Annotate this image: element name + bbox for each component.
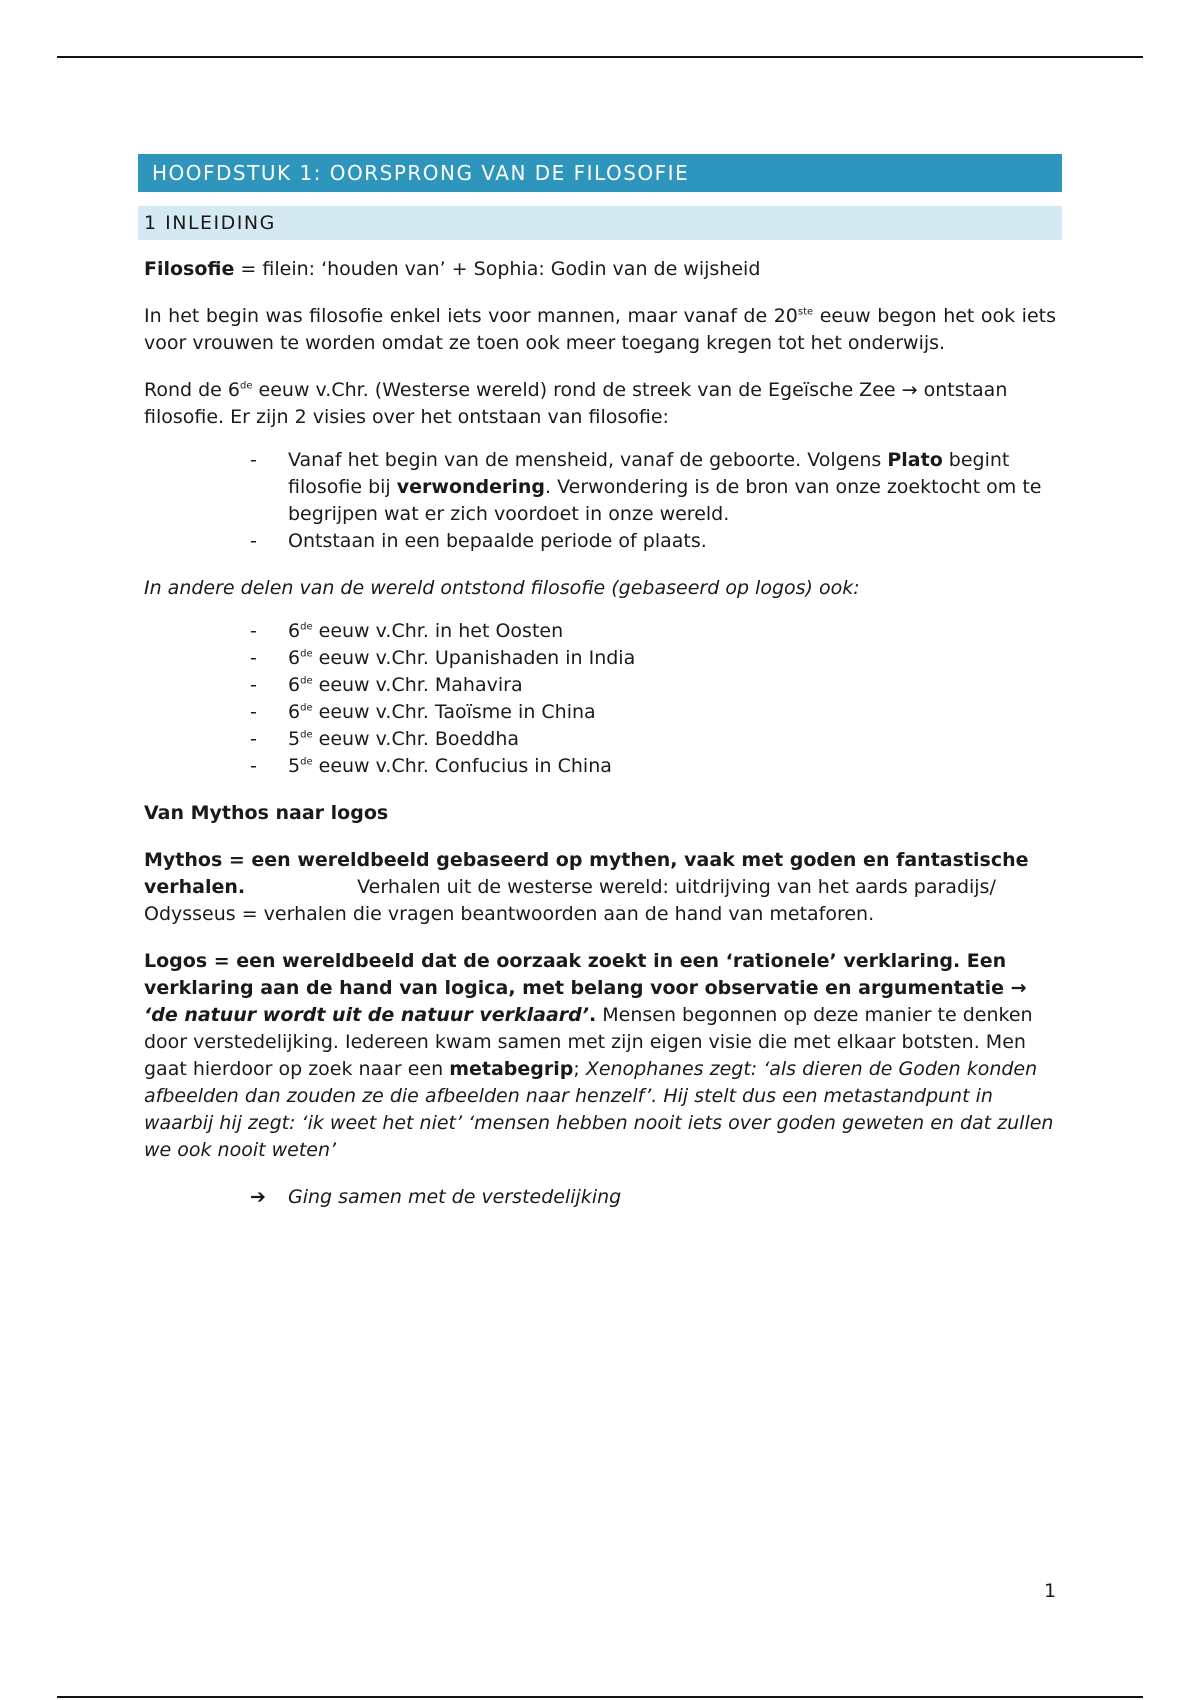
paragraph-women: In het begin was filosofie enkel iets voor mannen, maar vanaf de 20ste eeuw begon het ook iets voor vrouwen te worden omdat ze toen ook meer toegang kregen tot het onderwijs. xyxy=(144,305,1056,354)
regions-list xyxy=(138,618,1062,780)
subheading-mythos-logos: Van Mythos naar logos xyxy=(144,802,389,824)
visions-list xyxy=(138,447,1062,555)
paragraph-logos: Logos = een wereldbeeld dat de oorzaak zoekt in een ‘rationele’ verklaring. Een verklaring aan de hand van logica, met belang voor observatie en argumentatie → ‘de natuur wordt uit de natuur verklaard’. Mensen begonnen op deze manier te denken door verstedelijking. Iedereen kwam samen met zijn eigen visie die met elkaar botsten. Men gaat hierdoor op zoek naar een metabegrip; Xenophanes zegt: ‘als dieren de Goden konden afbeelden dan zouden ze die afbeelden naar henzelf’. Hij stelt dus een metastandpunt in waarbij hij zegt: ‘ik weet het niet’ ‘mensen hebben nooit iets over goden geweten en dat zullen we ook nooit weten’ xyxy=(144,950,1054,1161)
paragraph-origin: Rond de 6de eeuw v.Chr. (Westerse wereld) rond de streek van de Egeïsche Zee → ontstaan filosofie. Er zijn 2 visies over het ontstaan van filosofie: xyxy=(144,379,1008,428)
list-item: - Ontstaan in een bepaalde periode of plaats. xyxy=(250,528,1062,555)
paragraph-other-regions: In andere delen van de wereld ontstond filosofie (gebaseerd op logos) ook: xyxy=(144,577,860,599)
page-number: 1 xyxy=(1044,1580,1057,1602)
list-item: - 6de eeuw v.Chr. Taoïsme in China xyxy=(250,699,1062,726)
list-item: - 6de eeuw v.Chr. Upanishaden in India xyxy=(250,645,1062,672)
header-rule xyxy=(57,56,1143,58)
list-item: - 5de eeuw v.Chr. Boeddha xyxy=(250,726,1062,753)
arrow-note: ➔ Ging samen met de verstedelijking xyxy=(138,1184,1062,1211)
list-item: - 6de eeuw v.Chr. Mahavira xyxy=(250,672,1062,699)
arrow-icon: ➔ xyxy=(250,1186,266,1208)
term-metabegrip: metabegrip xyxy=(449,1058,574,1080)
list-item: - 6de eeuw v.Chr. in het Oosten xyxy=(250,618,1062,645)
section-heading: 1 INLEIDING xyxy=(138,206,1062,240)
mythos-definition: Mythos = een wereldbeeld gebaseerd op mythen, vaak met goden en fantastische verhalen. xyxy=(144,849,1029,898)
logos-definition: Logos = een wereldbeeld dat de oorzaak zoekt in een ‘rationele’ verklaring. Een verklaring aan de hand van logica, met belang voor observatie en argumentatie → xyxy=(144,950,1027,999)
definition-filosofie: Filosofie = filein: ‘houden van’ + Sophia: Godin van de wijsheid xyxy=(144,258,761,280)
paragraph-mythos: Mythos = een wereldbeeld gebaseerd op mythen, vaak met goden en fantastische verhalen. Verhalen uit de westerse wereld: uitdrijving van het aards paradijs/ Odysseus = verhalen die vragen beantwoorden aan de hand van metaforen. xyxy=(144,849,1029,925)
list-item: - 5de eeuw v.Chr. Confucius in China xyxy=(250,753,1062,780)
document-body xyxy=(138,154,1062,1211)
footer-rule xyxy=(57,1696,1143,1698)
term-filosofie: Filosofie xyxy=(144,258,235,280)
list-item: - Vanaf het begin van de mensheid, vanaf de geboorte. Volgens Plato begint filosofie bij verwondering. Verwondering is de bron van onze zoektocht om te begrijpen wat er zich voordoet in onze wereld. xyxy=(250,447,1062,528)
chapter-heading: HOOFDSTUK 1: OORSPRONG VAN DE FILOSOFIE xyxy=(138,154,1062,192)
